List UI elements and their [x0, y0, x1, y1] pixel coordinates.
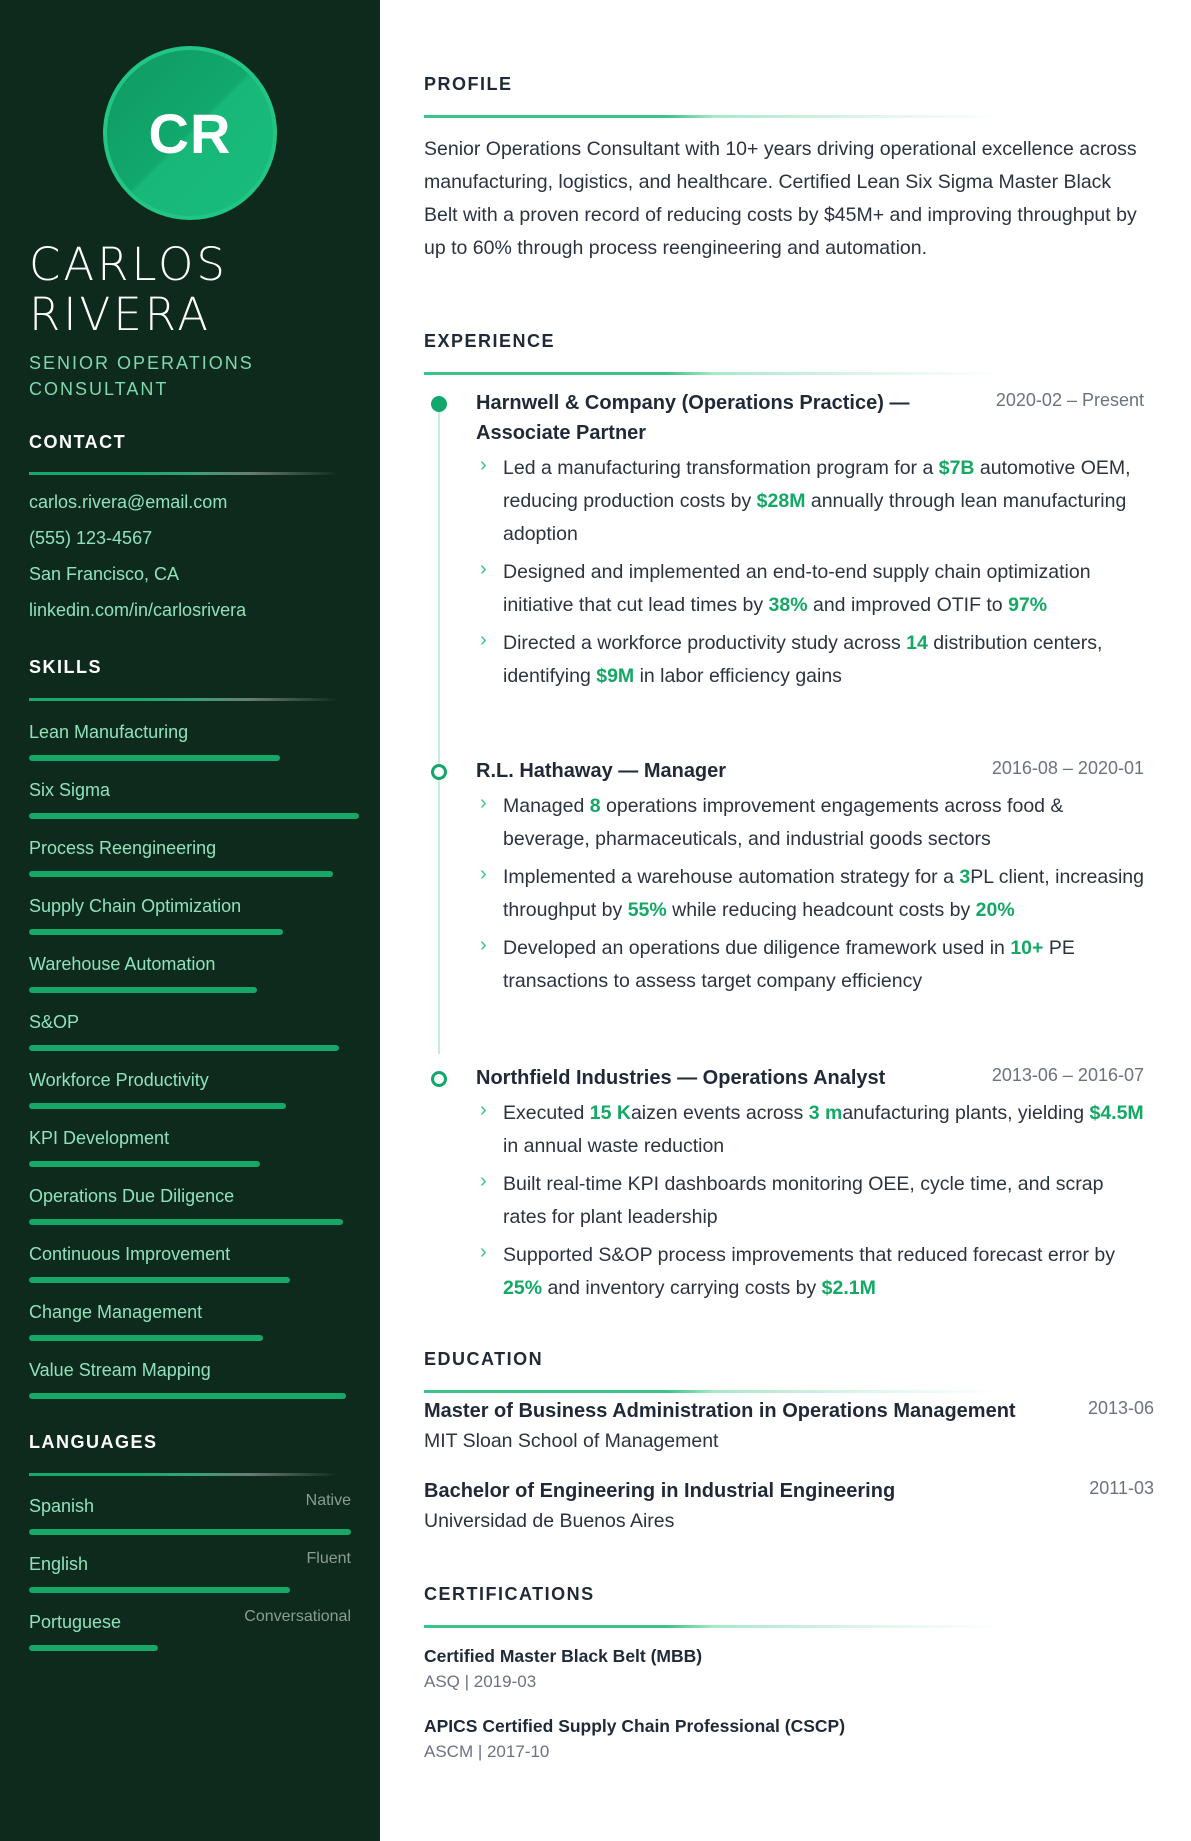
contact-email[interactable]: carlos.rivera@email.com: [29, 492, 228, 512]
profile-title: PROFILE: [424, 74, 513, 94]
skill-level-bar: [29, 813, 359, 819]
job-date: 2013-06 – 2016-07: [991, 1065, 1144, 1085]
highlight-metric: $4.5M: [1089, 1102, 1144, 1124]
skill-label: Warehouse Automation: [29, 954, 216, 974]
skill-item: [29, 1070, 359, 1094]
candidate-role: [29, 350, 359, 402]
education-date: 2013-06: [1087, 1398, 1154, 1418]
language-item: [29, 1492, 351, 1517]
education-divider: [424, 1390, 1004, 1393]
language-item: [29, 1608, 351, 1633]
job-entry: [476, 756, 1144, 1003]
language-level-bar: [29, 1645, 158, 1651]
bullet-text: Built real-time KPI dashboards monitoring OEE, cycle time, and scrap rates for plant leadership: [503, 1173, 1104, 1228]
job-bullet: [476, 1097, 1144, 1163]
bullet-text: Developed an operations due diligence framework used in: [503, 937, 1011, 959]
job-bullet: [476, 556, 1144, 622]
highlight-metric: 8: [589, 795, 601, 817]
bullet-text: aizen events across: [630, 1102, 809, 1124]
language-label: Portuguese: [29, 1612, 122, 1632]
bullet-text: in annual waste reduction: [503, 1135, 725, 1157]
education-date: 2011-03: [1089, 1478, 1154, 1498]
avatar: [103, 46, 277, 220]
bullet-text: and inventory carrying costs by: [542, 1277, 822, 1299]
skill-label: Workforce Productivity: [29, 1070, 209, 1090]
skill-label: Change Management: [29, 1302, 203, 1322]
bullet-text: PE transactions to assess target company efficiency: [503, 937, 1075, 992]
bullet-text: Implemented a warehouse automation strategy for a: [503, 866, 960, 888]
bullet-text: Executed: [503, 1102, 590, 1124]
highlight-metric: $9M: [596, 665, 635, 687]
job-title: Northfield Industries — Operations Analyst: [476, 1067, 886, 1089]
education-school: MIT Sloan School of Management: [424, 1430, 719, 1452]
job-bullet: [476, 861, 1144, 927]
skill-item: [29, 722, 359, 746]
language-label: Spanish: [29, 1496, 95, 1516]
timeline-dot: [431, 1071, 447, 1087]
education-school: Universidad de Buenos Aires: [424, 1510, 675, 1532]
bullet-text: Managed: [503, 795, 590, 817]
avatar-initials: CR: [148, 101, 232, 165]
skill-item: [29, 1128, 359, 1152]
job-date: 2016-08 – 2020-01: [991, 758, 1144, 778]
bullet-text: automotive OEM, reducing production costs by: [503, 457, 1131, 512]
profile-summary: Senior Operations Consultant with 10+ years driving operational excellence across manufacturing, logistics, and healthcare. Certified Lean Six Sigma Master Black Belt with a proven record of reducing costs by $45M+ and improving throughput by up to 60% through process reengineering and automation.: [424, 138, 1137, 259]
skill-label: Six Sigma: [29, 780, 111, 800]
skill-item: [29, 1360, 359, 1384]
highlight-metric: 10+: [1010, 937, 1044, 959]
job-bullet: [476, 1239, 1144, 1305]
language-level-bar: [29, 1587, 290, 1593]
bullet-text: annually through lean manufacturing adoption: [503, 490, 1127, 545]
skill-label: Lean Manufacturing: [29, 722, 189, 742]
role-line-1: SENIOR OPERATIONS: [29, 353, 254, 373]
highlight-metric: 20%: [975, 899, 1015, 921]
job-bullets: [476, 452, 1144, 693]
bullet-text: Supported S&OP process improvements that reduced forecast error by: [503, 1244, 1116, 1266]
highlight-metric: 97%: [1008, 594, 1048, 616]
skill-level-bar: [29, 1161, 260, 1167]
skill-level-bar: [29, 987, 257, 993]
skill-level-bar: [29, 755, 280, 761]
skill-label: KPI Development: [29, 1128, 170, 1148]
language-level-text: Fluent: [306, 1550, 351, 1567]
education-degree: Master of Business Administration in Operations Management: [424, 1400, 1016, 1422]
skill-item: [29, 780, 359, 804]
job-date: 2020-02 – Present: [995, 390, 1144, 410]
skill-level-bar: [29, 1219, 343, 1225]
bullet-text: and improved OTIF to: [807, 594, 1009, 616]
certifications-divider: [424, 1625, 1004, 1628]
language-label: English: [29, 1554, 89, 1574]
job-title: R.L. Hathaway — Manager: [476, 760, 727, 782]
highlight-metric: 25%: [503, 1277, 543, 1299]
certification-item: [424, 1643, 1024, 1695]
certification-name: APICS Certified Supply Chain Professional (CSCP): [424, 1716, 846, 1736]
job-title: Harnwell & Company (Operations Practice) — Associate Partner: [476, 392, 910, 444]
bullet-text: Directed a workforce productivity study across: [503, 632, 907, 654]
contact-phone[interactable]: (555) 123-4567: [29, 528, 153, 548]
contact-title: CONTACT: [29, 432, 127, 452]
experience-divider: [424, 372, 1004, 375]
name-first: CARLOS: [29, 238, 228, 291]
highlight-metric: $28M: [756, 490, 806, 512]
role-line-2: CONSULTANT: [29, 379, 169, 399]
language-level-bar: [29, 1529, 351, 1535]
job-bullet: [476, 452, 1144, 551]
language-item: [29, 1550, 351, 1575]
highlight-metric: 15 K: [589, 1102, 631, 1124]
highlight-metric: 14: [906, 632, 928, 654]
skill-item: [29, 954, 359, 978]
education-item: [424, 1476, 1154, 1536]
skill-level-bar: [29, 871, 333, 877]
profile-divider: [424, 115, 1004, 118]
bullet-text: while reducing headcount costs by: [666, 899, 976, 921]
job-entry: [476, 1063, 1144, 1310]
skills-divider: [29, 698, 335, 701]
job-bullets: [476, 1097, 1144, 1305]
skill-level-bar: [29, 1277, 290, 1283]
certification-item: [424, 1713, 1024, 1765]
skill-label: Value Stream Mapping: [29, 1360, 211, 1380]
education-title: EDUCATION: [424, 1349, 544, 1369]
highlight-metric: 3 m: [808, 1102, 843, 1124]
job-bullet: [476, 627, 1144, 693]
skill-level-bar: [29, 929, 283, 935]
bullet-text: Designed and implemented an end-to-end supply chain optimization initiative that cut lead times by: [503, 561, 1091, 616]
language-level-text: Conversational: [244, 1608, 351, 1625]
bullet-text: distribution centers, identifying: [503, 632, 1103, 687]
highlight-metric: 3: [959, 866, 971, 888]
bullet-text: PL client, increasing throughput by: [503, 866, 1144, 921]
skill-label: Operations Due Diligence: [29, 1186, 235, 1206]
job-bullet: [476, 932, 1144, 998]
skill-label: S&OP: [29, 1012, 80, 1032]
bullet-text: anufacturing plants, yielding: [842, 1102, 1090, 1124]
highlight-metric: $7B: [938, 457, 975, 479]
experience-title: EXPERIENCE: [424, 331, 556, 351]
skill-label: Supply Chain Optimization: [29, 896, 242, 916]
name-last: RIVERA: [29, 288, 211, 341]
skill-item: [29, 1244, 359, 1268]
timeline-dot: [431, 764, 447, 780]
skill-item: [29, 838, 359, 862]
certification-name: Certified Master Black Belt (MBB): [424, 1646, 703, 1666]
bullet-text: Led a manufacturing transformation program for a: [503, 457, 939, 479]
skill-item: [29, 1186, 359, 1210]
bullet-text: in labor efficiency gains: [634, 665, 842, 687]
skill-level-bar: [29, 1045, 339, 1051]
contact-linkedin[interactable]: linkedin.com/in/carlosrivera: [29, 600, 247, 620]
languages-divider: [29, 1473, 335, 1476]
skill-item: [29, 1012, 359, 1036]
certifications-title: CERTIFICATIONS: [424, 1584, 595, 1604]
bullet-text: operations improvement engagements across food & beverage, pharmaceuticals, and industrial goods sectors: [503, 795, 1064, 850]
candidate-name: [29, 240, 359, 340]
sidebar: [0, 0, 380, 1841]
education-degree: Bachelor of Engineering in Industrial Engineering: [424, 1480, 896, 1502]
skill-label: Continuous Improvement: [29, 1244, 231, 1264]
highlight-metric: 38%: [768, 594, 808, 616]
highlight-metric: $2.1M: [821, 1277, 876, 1299]
timeline-dot: [431, 396, 447, 412]
skill-label: Process Reengineering: [29, 838, 217, 858]
skill-level-bar: [29, 1393, 346, 1399]
language-level-text: Native: [305, 1492, 351, 1509]
job-bullet: [476, 1168, 1144, 1234]
highlight-metric: 55%: [627, 899, 667, 921]
skill-level-bar: [29, 1103, 286, 1109]
languages-title: LANGUAGES: [29, 1432, 158, 1452]
contact-location: San Francisco, CA: [29, 564, 180, 584]
skill-item: [29, 896, 359, 920]
experience-timeline: [438, 404, 440, 1054]
certification-meta: ASCM | 2017-10: [424, 1742, 550, 1761]
contact-divider: [29, 472, 335, 475]
job-bullet: [476, 790, 1144, 856]
certification-meta: ASQ | 2019-03: [424, 1672, 537, 1691]
skill-item: [29, 1302, 359, 1326]
job-bullets: [476, 790, 1144, 998]
job-entry: [476, 388, 1144, 698]
education-item: [424, 1396, 1154, 1456]
skills-title: SKILLS: [29, 657, 103, 677]
skill-level-bar: [29, 1335, 263, 1341]
